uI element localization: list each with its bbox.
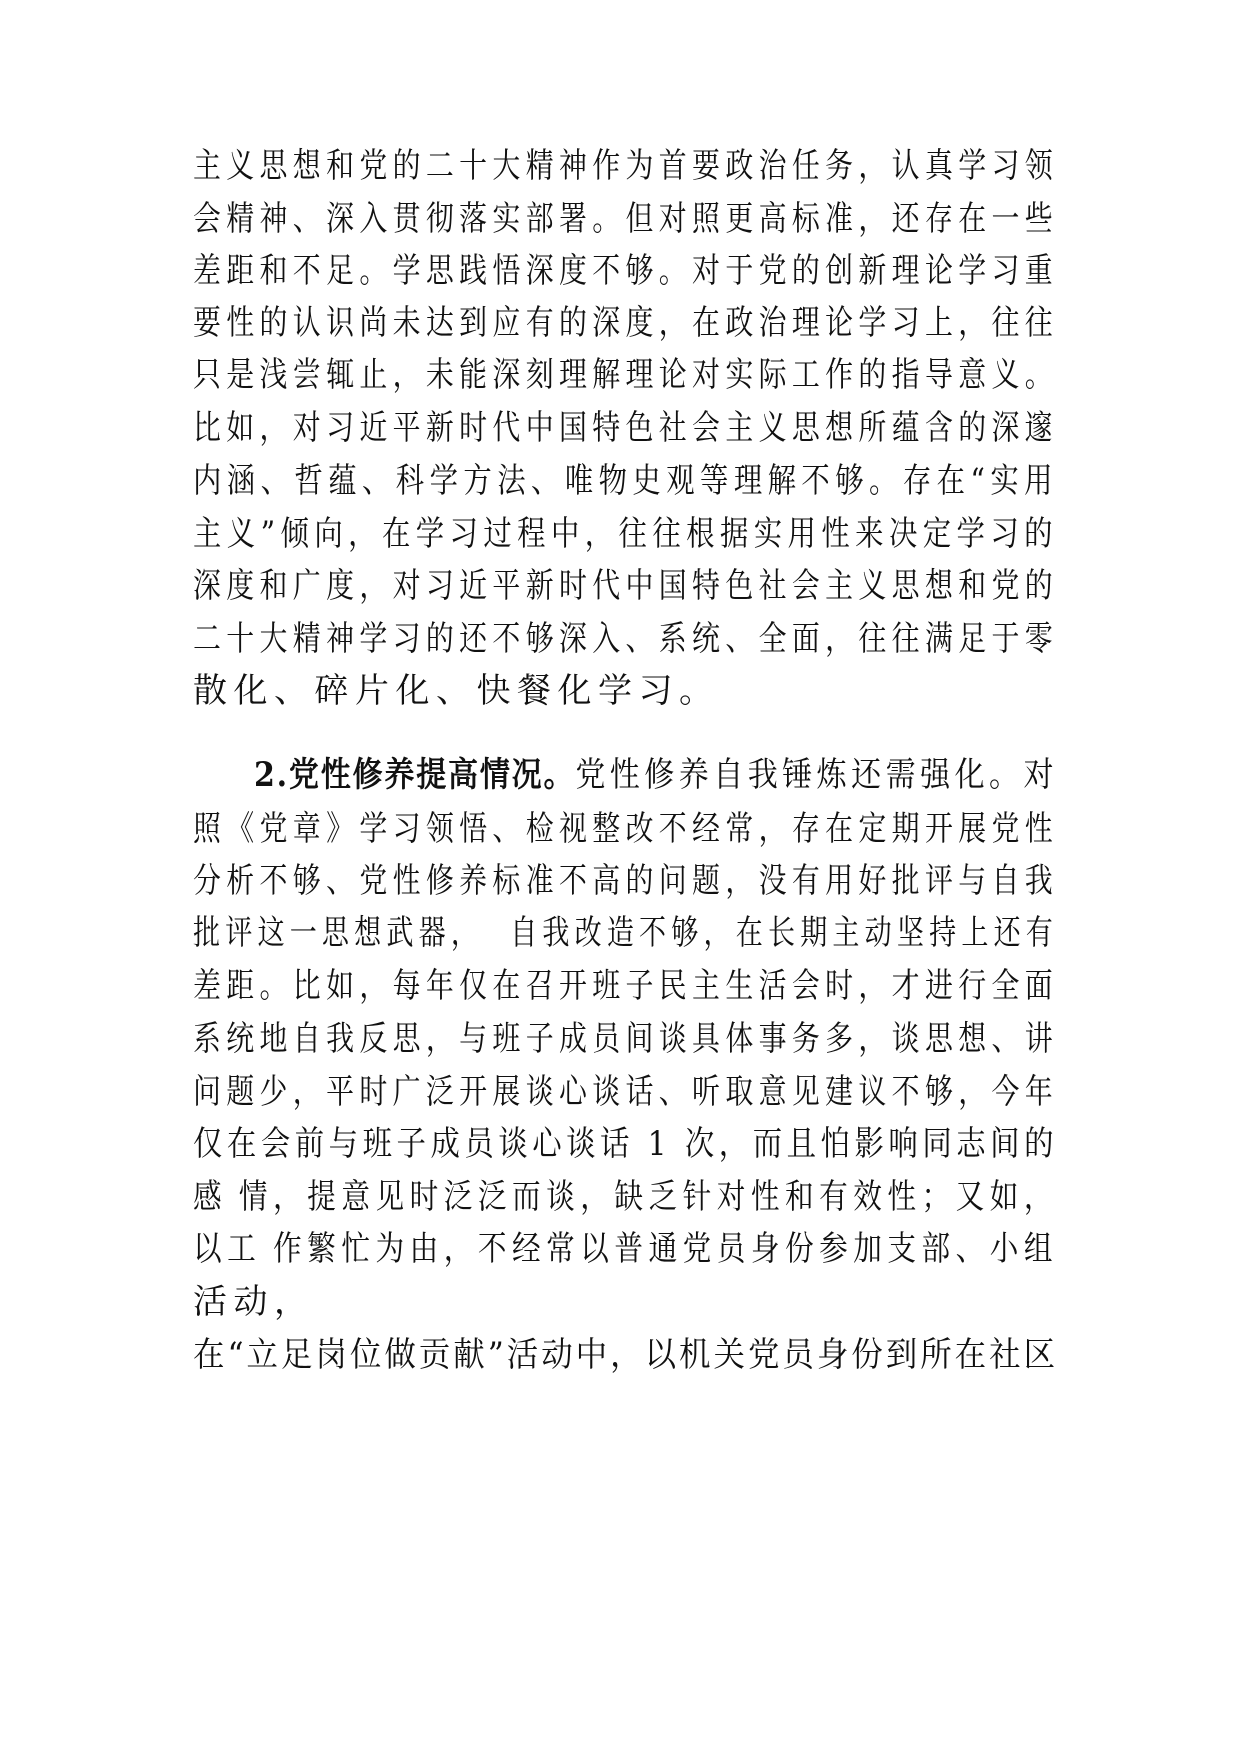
line-segment: 情，提意见时泛泛而谈，缺乏针对性和有效性；又如， <box>238 1177 1059 1217</box>
paragraph-line: 分析不够、党性修养标准不高的问题，没有用好批评与自我 <box>193 861 1059 901</box>
paragraph-line: 差距和不足。学思践悟深度不够。对于党的创新理论学习重 <box>193 251 1059 291</box>
section-2-first-line-text: 党性修养自我锤炼还需强化。对 <box>575 755 1058 795</box>
section-2-heading: 2.党性修养提高情况。 <box>254 755 576 795</box>
paragraph-line: 深度和广度，对习近平新时代中国特色社会主义思想和党的 <box>193 566 1059 606</box>
paragraph-line: 活动， <box>193 1282 315 1322</box>
paragraph-line: 要性的认识尚未达到应有的深度，在政治理论学习上，往往 <box>193 303 1059 343</box>
section-2-first-line <box>254 755 1058 795</box>
line-segment: 以工 <box>193 1229 262 1269</box>
line-segment: 自我改造不够，在长期主动坚持上还有 <box>510 913 1059 953</box>
paragraph-line <box>193 913 1058 953</box>
paragraph-line: 主义思想和党的二十大精神作为首要政治任务，认真学习领 <box>193 146 1059 186</box>
paragraph-line <box>193 1177 1058 1217</box>
paragraph-line: 照《党章》学习领悟、检视整改不经常，存在定期开展党性 <box>193 809 1059 849</box>
line-segment: 作繁忙为由，不经常以普通党员身份参加支部、小组 <box>273 1229 1059 1269</box>
paragraph-line: 系统地自我反思，与班子成员间谈具体事务多，谈思想、讲 <box>193 1019 1059 1059</box>
paragraph-line: 只是浅尝辄止，未能深刻理解理论对实际工作的指导意义。 <box>193 355 1059 395</box>
paragraph-line: 内涵、哲蕴、科学方法、唯物史观等理解不够。存在“实用 <box>193 461 1058 501</box>
paragraph-line: 差距。比如，每年仅在召开班子民主生活会时，才进行全面 <box>193 966 1059 1006</box>
line-segment: 批评这一思想武器， <box>193 913 484 953</box>
paragraph-line: 会精神、深入贯彻落实部署。但对照更高标准，还存在一些 <box>193 199 1059 239</box>
paragraph-line: 在“立足岗位做贡献”活动中，以机关党员身份到所在社区 <box>193 1335 1059 1375</box>
paragraph-line: 仅在会前与班子成员谈心谈话 1 次，而且怕影响同志间的 <box>193 1124 1059 1164</box>
paragraph-line: 主义”倾向，在学习过程中，往往根据实用性来决定学习的 <box>193 514 1058 554</box>
paragraph-line: 二十大精神学习的还不够深入、系统、全面，往往满足于零 <box>193 619 1059 659</box>
paragraph-line <box>193 1229 1058 1269</box>
paragraph-line: 问题少，平时广泛开展谈心谈话、听取意见建议不够，今年 <box>193 1072 1059 1112</box>
line-segment: 感 <box>193 1177 228 1217</box>
paragraph-line: 比如，对习近平新时代中国特色社会主义思想所蕴含的深邃 <box>193 408 1059 448</box>
paragraph-line: 散化、碎片化、快餐化学习。 <box>193 671 720 711</box>
